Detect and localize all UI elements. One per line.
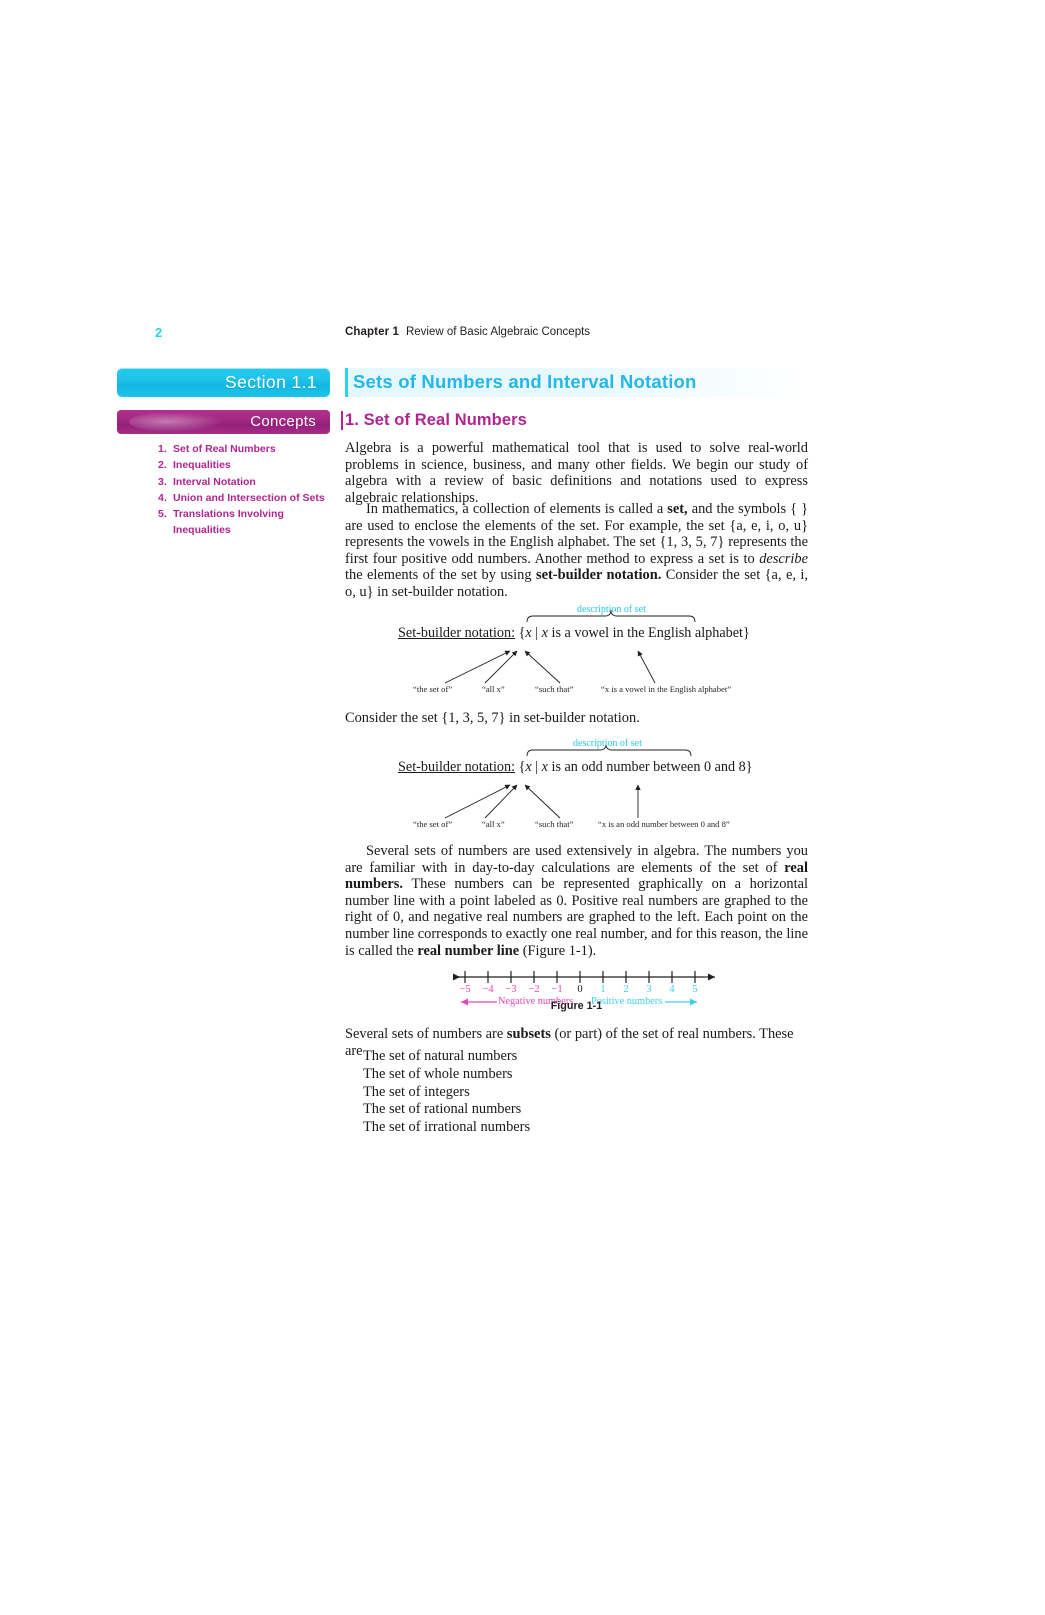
subhead: 1. Set of Real Numbers: [345, 411, 527, 429]
concept-number: 5.: [158, 508, 167, 521]
section-tab-label: Section 1.1: [225, 372, 317, 392]
tick-label-5: 5: [692, 984, 698, 995]
p4-seg-b: (or part) of the set of real numbers. These are: [345, 1026, 794, 1059]
tick-label-4: 4: [669, 984, 675, 995]
concept-item-4[interactable]: [158, 490, 343, 506]
diagram-1-open-brace: {: [518, 625, 526, 641]
subset-item-integers: The set of integers: [363, 1083, 470, 1100]
tick-label--1: −1: [551, 984, 563, 995]
p2-seg-a: In mathematics, a collection of elements is called a: [366, 501, 668, 517]
chapter-title: Review of Basic Algebraic Concepts: [405, 326, 591, 338]
concept-number: 4.: [158, 491, 167, 504]
figure-caption: Figure 1-1: [550, 1000, 603, 1012]
tick-label--4: −4: [482, 984, 494, 995]
concept-label: Set of Real Numbers: [173, 443, 276, 455]
diagram-1-callout-3: “such that”: [535, 684, 574, 694]
diagram-2-expression: [398, 759, 753, 776]
subhead-accent-rule: [341, 411, 343, 430]
diagram-1-callout-4: “x is a vowel in the English alphabet”: [601, 684, 732, 694]
negative-numbers-label: Negative numbers: [498, 996, 574, 1007]
title-accent-rule: [345, 368, 348, 397]
diagram-1-callout-1: “the set of”: [413, 684, 453, 694]
concepts-tab: [117, 410, 330, 434]
diagram-2-open-brace: {: [518, 759, 526, 775]
p2-term-describe: describe: [759, 550, 808, 567]
page-title: Sets of Numbers and Interval Notation: [353, 371, 697, 392]
tick-label-3: 3: [646, 984, 652, 995]
diagram-2-var-2: x: [541, 759, 548, 775]
section-tab: [117, 368, 330, 397]
p2-term-set: set,: [667, 501, 688, 517]
diagram-2-callout-1: “the set of”: [413, 819, 453, 829]
set-builder-diagram-2: [345, 732, 808, 832]
p4-term-subsets: subsets: [506, 1026, 551, 1042]
diagram-2-rest: is an odd number between 0 and 8}: [551, 759, 753, 775]
diagram-1-var-1: x: [525, 625, 532, 641]
chapter-line: [345, 326, 590, 338]
p2-seg-c: the elements of the set by using: [345, 567, 536, 584]
tick-label-0: 0: [577, 984, 583, 995]
diagram-2-var-1: x: [525, 759, 532, 775]
concept-number: 2.: [158, 459, 167, 472]
diagram-1-var-2: x: [541, 625, 548, 641]
diagram-1-prefix: Set-builder notation:: [398, 625, 516, 641]
page-number: 2: [155, 325, 163, 340]
p2-term-sbn: set-builder notation.: [536, 567, 662, 584]
concept-item-1[interactable]: [158, 441, 343, 457]
concept-label: Inequalities: [173, 459, 231, 472]
p2-seg-b: and the symbols { } are used to enclose the elements of the set. For example, the set {a, e, i, o, u} represents the vowels in the English alphabet. The set {1, 3, 5, 7} represents the first four positive odd numbers. Another method to express a set is to: [345, 501, 809, 567]
p3-term-real-number-line: real number line: [417, 942, 520, 959]
diagram-2-desc-label: description of set: [573, 738, 642, 749]
mid-line: Consider the set {1, 3, 5, 7} in set-builder notation.: [345, 710, 640, 726]
p3-seg-c: (Figure 1-1).: [519, 942, 597, 959]
diagram-2-bar: |: [535, 759, 539, 775]
p2-seg-d: Consider the set {a, e, i, o, u} in set-builder notation.: [345, 567, 809, 600]
diagram-2-callout-4: “x is an odd number between 0 and 8”: [598, 819, 730, 829]
concept-number: 3.: [158, 475, 167, 488]
concept-item-2[interactable]: [158, 457, 343, 473]
paragraph-3: [345, 843, 808, 959]
set-builder-diagram-1: [345, 598, 808, 698]
tick-label--3: −3: [505, 984, 517, 995]
subset-item-irrational: The set of irrational numbers: [363, 1119, 531, 1136]
paragraph-1: Algebra is a powerful mathematical tool that is used to solve real-world problems in science, business, and many other fields. We begin our study of algebra with a review of basic definitions and notations used to express algebraic relationships.: [345, 440, 808, 506]
subset-item-whole: The set of whole numbers: [363, 1065, 513, 1082]
positive-numbers-label: Positive numbers: [591, 996, 663, 1007]
concept-number: 1.: [158, 443, 167, 455]
diagram-1-callout-2: “all x”: [482, 684, 505, 694]
subset-list: [363, 1048, 803, 1137]
diagram-1-expression: [398, 625, 750, 642]
concepts-list: [158, 441, 343, 539]
paragraph-2: [345, 501, 808, 601]
subset-item-rational: The set of rational numbers: [363, 1101, 522, 1118]
p4-seg-a: Several sets of numbers are: [345, 1026, 507, 1042]
chapter-number: Chapter 1: [345, 326, 399, 338]
running-head: [155, 325, 855, 343]
p3-seg-a: Several sets of numbers are used extensively in algebra. The numbers you are familiar with in day-to-day calculations are elements of the set of: [345, 843, 808, 876]
diagram-1-desc-label: description of set: [577, 604, 646, 615]
diagram-1-bar: |: [535, 625, 539, 641]
subset-item-natural: The set of natural numbers: [363, 1048, 518, 1064]
diagram-2-callout-2: “all x”: [482, 819, 505, 829]
concept-item-5[interactable]: [158, 506, 343, 539]
diagram-2-prefix: Set-builder notation:: [398, 759, 516, 775]
tick-label--2: −2: [528, 984, 540, 995]
concept-label: Interval Notation: [173, 475, 256, 488]
tick-label-1: 1: [600, 984, 606, 995]
concept-label: Translations Involving Inequalities: [173, 508, 284, 537]
diagram-1-rest: is a vowel in the English alphabet}: [551, 625, 750, 641]
concept-label: Union and Intersection of Sets: [173, 491, 325, 504]
section-title-band: [345, 368, 808, 397]
p3-term-real-numbers: real numbers.: [345, 859, 808, 893]
tick-label-2: 2: [623, 984, 629, 995]
concepts-tab-label: Concepts: [250, 413, 316, 430]
concept-item-3[interactable]: [158, 474, 343, 490]
diagram-2-callout-3: “such that”: [535, 819, 574, 829]
p3-seg-b: These numbers can be represented graphically on a horizontal number line with a point labeled as 0. Positive real numbers are graphed to the right of 0, and negative real numbers are graphed to the left. Each point on the number line corresponds to exactly one real number, and for this reason, the line is called the: [345, 876, 808, 959]
tick-label--5: −5: [459, 984, 471, 995]
